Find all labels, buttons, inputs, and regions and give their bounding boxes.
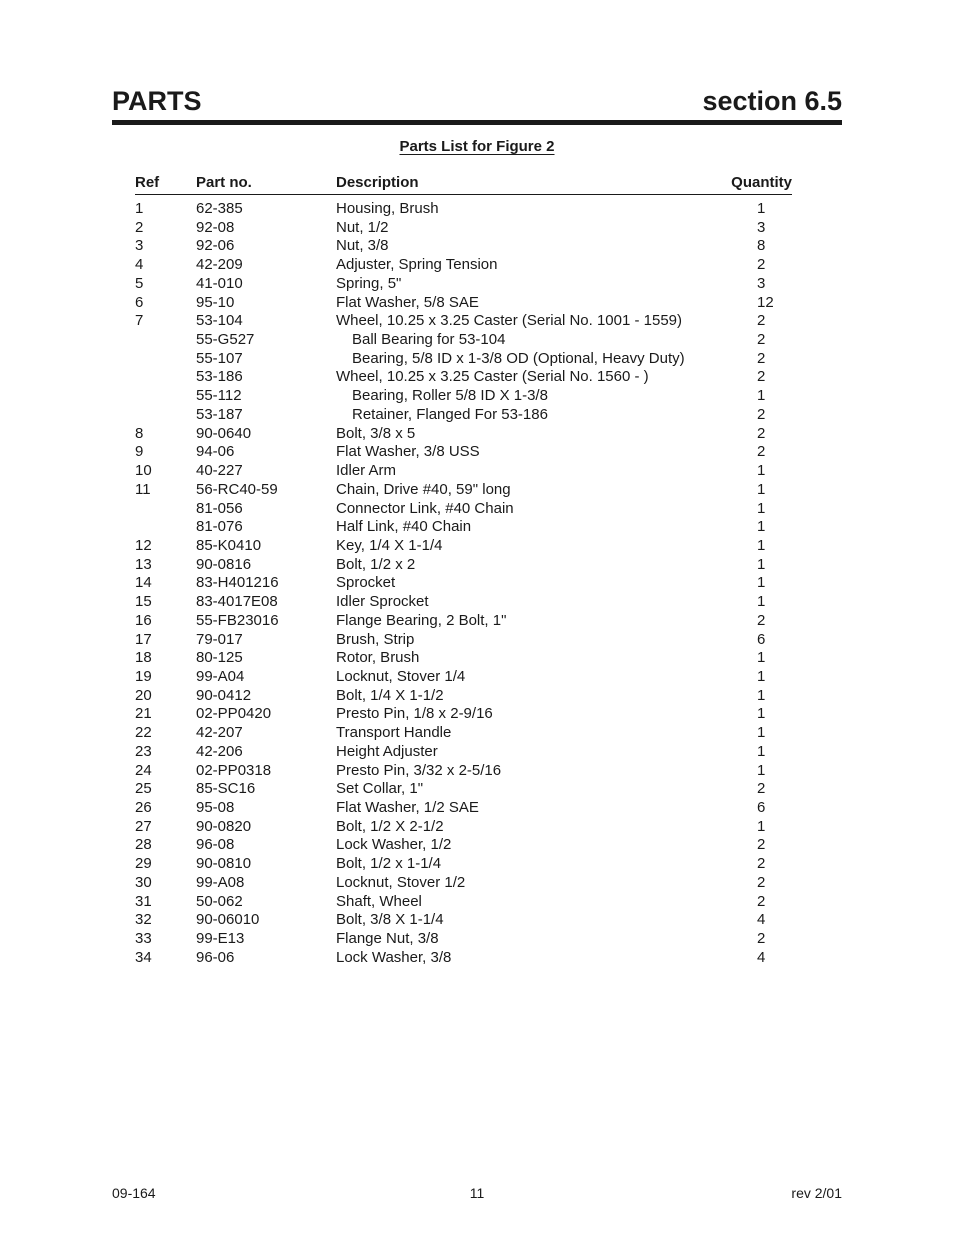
table-row — [135, 518, 792, 537]
table-row — [135, 855, 792, 874]
table-row — [135, 724, 792, 743]
description-cell: Flat Washer, 5/8 SAE — [336, 293, 479, 311]
part-number-cell: 83-4017E08 — [196, 593, 278, 611]
description-cell: Idler Sprocket — [336, 593, 429, 611]
part-number-cell: 96-08 — [196, 836, 235, 854]
part-number-cell: 81-056 — [196, 499, 243, 517]
table-row — [135, 593, 792, 612]
description-cell: Locknut, Stover 1/4 — [336, 667, 466, 685]
table-row — [135, 275, 792, 294]
description-cell: Bolt, 1/4 X 1-1/2 — [336, 686, 444, 704]
table-row — [135, 368, 792, 387]
description-cell: Housing, Brush — [336, 200, 439, 217]
table-row — [135, 556, 792, 575]
ref-cell: 31 — [135, 892, 152, 910]
ref-cell: 13 — [135, 555, 152, 573]
quantity-cell: 2 — [757, 855, 766, 873]
part-number-cell: 99-A04 — [196, 667, 245, 685]
ref-cell: 15 — [135, 593, 152, 611]
quantity-cell: 1 — [757, 817, 766, 835]
table-row — [135, 387, 792, 406]
description-cell: Rotor, Brush — [336, 649, 420, 667]
ref-cell: 19 — [135, 667, 152, 685]
table-row — [135, 443, 792, 462]
quantity-cell: 4 — [757, 911, 766, 929]
ref-cell: 24 — [135, 761, 152, 779]
ref-cell: 6 — [135, 293, 144, 311]
part-number-cell: 40-227 — [196, 462, 243, 480]
part-number-cell: 80-125 — [196, 649, 243, 667]
description-cell: Flat Washer, 3/8 USS — [336, 443, 480, 461]
description-cell: Bolt, 3/8 X 1-1/4 — [336, 911, 444, 929]
quantity-cell: 1 — [757, 462, 766, 480]
table-row — [135, 312, 792, 331]
document-number: 09-164 — [112, 1185, 156, 1201]
part-number-cell: 81-076 — [196, 518, 243, 536]
quantity-cell: 2 — [757, 256, 766, 274]
part-number-cell: 92-06 — [196, 237, 235, 255]
quantity-cell: 2 — [757, 331, 766, 349]
quantity-cell: 12 — [757, 293, 774, 311]
part-number-cell: 90-0816 — [196, 555, 252, 573]
ref-cell: 16 — [135, 611, 152, 629]
part-number-cell: 83-H401216 — [196, 574, 279, 592]
ref-cell: 26 — [135, 799, 152, 816]
description-cell: Retainer, Flanged For 53-186 — [352, 405, 548, 423]
part-number-cell: 55-112 — [196, 387, 242, 405]
part-number-cell: 02-PP0318 — [196, 761, 272, 779]
quantity-cell: 2 — [757, 349, 766, 367]
ref-cell: 1 — [135, 200, 144, 217]
part-number-cell: 99-E13 — [196, 930, 245, 948]
ref-cell: 12 — [135, 536, 152, 554]
ref-cell: 27 — [135, 817, 152, 835]
table-row — [135, 294, 792, 313]
part-number-cell: 42-207 — [196, 724, 243, 742]
revision: rev 2/01 — [791, 1185, 842, 1201]
description-cell: Lock Washer, 1/2 — [336, 836, 452, 854]
part-number-cell: 95-10 — [196, 293, 235, 311]
part-number-cell: 85-K0410 — [196, 536, 262, 554]
part-number-cell: 53-104 — [196, 312, 243, 330]
quantity-cell: 2 — [757, 930, 766, 948]
table-row — [135, 200, 792, 219]
table-row — [135, 893, 792, 912]
part-number-cell: 55-FB23016 — [196, 611, 279, 629]
ref-cell: 7 — [135, 312, 144, 330]
quantity-cell: 6 — [757, 799, 766, 816]
description-cell: Nut, 3/8 — [336, 237, 389, 255]
table-row — [135, 631, 792, 650]
quantity-cell: 2 — [757, 892, 766, 910]
table-row — [135, 219, 792, 238]
part-number-cell: 41-010 — [196, 274, 243, 292]
description-cell: Nut, 1/2 — [336, 218, 389, 236]
table-row — [135, 331, 792, 350]
header-rule — [112, 120, 842, 125]
ref-cell: 10 — [135, 462, 152, 480]
quantity-cell: 1 — [757, 499, 766, 517]
ref-cell: 25 — [135, 780, 152, 798]
table-row — [135, 874, 792, 893]
ref-cell: 18 — [135, 649, 152, 667]
quantity-cell: 2 — [757, 780, 766, 798]
part-number-cell: 90-06010 — [196, 911, 260, 929]
table-row — [135, 237, 792, 256]
quantity-cell: 3 — [757, 274, 766, 292]
table-row — [135, 406, 792, 425]
table-row — [135, 256, 792, 275]
part-number-cell: 96-06 — [196, 948, 235, 966]
description-cell: Chain, Drive #40, 59" long — [336, 480, 511, 498]
column-header-part: Part no. — [196, 174, 252, 191]
quantity-cell: 1 — [757, 649, 766, 667]
part-number-cell: 79-017 — [196, 630, 243, 648]
ref-cell: 8 — [135, 424, 144, 442]
quantity-cell: 2 — [757, 443, 766, 461]
table-row — [135, 780, 792, 799]
part-number-cell: 50-062 — [196, 892, 243, 910]
table-row — [135, 649, 792, 668]
ref-cell: 14 — [135, 574, 152, 592]
description-cell: Wheel, 10.25 x 3.25 Caster (Serial No. 1001 - 1559) — [336, 312, 683, 330]
description-cell: Bearing, Roller 5/8 ID X 1-3/8 — [352, 387, 548, 405]
quantity-cell: 1 — [757, 574, 766, 592]
column-header-quantity: Quantity — [731, 174, 792, 191]
quantity-cell: 1 — [757, 686, 766, 704]
table-header — [135, 174, 792, 195]
table-row — [135, 930, 792, 949]
description-cell: Connector Link, #40 Chain — [336, 499, 514, 517]
column-header-description: Description — [336, 174, 419, 191]
description-cell: Ball Bearing for 53-104 — [352, 331, 506, 349]
quantity-cell: 1 — [757, 724, 766, 742]
description-cell: Locknut, Stover 1/2 — [336, 873, 466, 891]
ref-cell: 32 — [135, 911, 152, 929]
ref-cell: 17 — [135, 630, 152, 648]
table-row — [135, 668, 792, 687]
ref-cell: 33 — [135, 930, 152, 948]
section-number: section 6.5 — [702, 86, 842, 116]
part-number-cell: 53-186 — [196, 368, 243, 386]
quantity-cell: 4 — [757, 948, 766, 966]
description-cell: Height Adjuster — [336, 742, 438, 760]
quantity-cell: 1 — [757, 555, 766, 573]
quantity-cell: 2 — [757, 611, 766, 629]
table-row — [135, 799, 792, 818]
part-number-cell: 90-0820 — [196, 817, 252, 835]
part-number-cell: 55-107 — [196, 349, 243, 367]
quantity-cell: 1 — [757, 480, 766, 498]
part-number-cell: 90-0810 — [196, 855, 252, 873]
description-cell: Key, 1/4 X 1-1/4 — [336, 536, 443, 554]
description-cell: Lock Washer, 3/8 — [336, 948, 452, 966]
part-number-cell: 55-G527 — [196, 331, 255, 349]
ref-cell: 34 — [135, 948, 152, 966]
ref-cell: 28 — [135, 836, 152, 854]
description-cell: Presto Pin, 3/32 x 2-5/16 — [336, 761, 502, 779]
table-row — [135, 500, 792, 519]
description-cell: Bolt, 1/2 x 1-1/4 — [336, 855, 442, 873]
quantity-cell: 1 — [757, 705, 766, 723]
part-number-cell: 42-206 — [196, 742, 243, 760]
quantity-cell: 1 — [757, 593, 766, 611]
part-number-cell: 95-08 — [196, 799, 235, 816]
parts-list-title — [0, 138, 954, 155]
quantity-cell: 1 — [757, 667, 766, 685]
description-cell: Presto Pin, 1/8 x 2-9/16 — [336, 705, 493, 723]
description-cell: Shaft, Wheel — [336, 892, 422, 910]
part-number-cell: 94-06 — [196, 443, 235, 461]
table-row — [135, 574, 792, 593]
table-row — [135, 818, 792, 837]
ref-cell: 9 — [135, 443, 144, 461]
quantity-cell: 1 — [757, 742, 766, 760]
quantity-cell: 3 — [757, 218, 766, 236]
table-row — [135, 743, 792, 762]
description-cell: Brush, Strip — [336, 630, 415, 648]
section-name: PARTS — [112, 86, 202, 116]
description-cell: Idler Arm — [336, 462, 397, 480]
table-row — [135, 612, 792, 631]
part-number-cell: 85-SC16 — [196, 780, 256, 798]
description-cell: Flange Bearing, 2 Bolt, 1" — [336, 611, 507, 629]
description-cell: Flat Washer, 1/2 SAE — [336, 799, 479, 816]
ref-cell: 5 — [135, 274, 144, 292]
ref-cell: 11 — [135, 480, 151, 498]
quantity-cell: 2 — [757, 873, 766, 891]
page-number: 11 — [469, 1185, 485, 1201]
table-row — [135, 425, 792, 444]
table-row — [135, 949, 792, 968]
table-row — [135, 762, 792, 781]
quantity-cell: 8 — [757, 237, 766, 255]
description-cell: Adjuster, Spring Tension — [336, 256, 498, 274]
table-row — [135, 350, 792, 369]
part-number-cell: 99-A08 — [196, 873, 245, 891]
table-row — [135, 537, 792, 556]
description-cell: Transport Handle — [336, 724, 452, 742]
description-cell: Half Link, #40 Chain — [336, 518, 472, 536]
column-header-ref: Ref — [135, 174, 160, 191]
table-row — [135, 705, 792, 724]
description-cell: Bearing, 5/8 ID x 1-3/8 OD (Optional, Heavy Duty) — [352, 349, 685, 367]
part-number-cell: 42-209 — [196, 256, 243, 274]
table-row — [135, 836, 792, 855]
quantity-cell: 2 — [757, 424, 766, 442]
ref-cell: 21 — [135, 705, 152, 723]
parts-list-title-text: Parts List for Figure 2 — [399, 138, 555, 155]
parts-table — [135, 200, 792, 967]
quantity-cell: 6 — [757, 630, 766, 648]
description-cell: Spring, 5" — [336, 274, 402, 292]
quantity-cell: 1 — [757, 536, 766, 554]
part-number-cell: 56-RC40-59 — [196, 480, 278, 498]
part-number-cell: 53-187 — [196, 405, 243, 423]
description-cell: Bolt, 3/8 x 5 — [336, 424, 416, 442]
quantity-cell: 2 — [757, 405, 766, 423]
table-row — [135, 462, 792, 481]
ref-cell: 23 — [135, 742, 152, 760]
quantity-cell: 1 — [757, 518, 766, 536]
part-number-cell: 90-0640 — [196, 424, 252, 442]
quantity-cell: 1 — [757, 387, 766, 405]
quantity-cell: 2 — [757, 312, 766, 330]
quantity-cell: 2 — [757, 836, 766, 854]
page-header — [112, 84, 842, 120]
description-cell: Wheel, 10.25 x 3.25 Caster (Serial No. 1560 - ) — [336, 368, 649, 386]
description-cell: Bolt, 1/2 X 2-1/2 — [336, 817, 444, 835]
quantity-cell: 2 — [757, 368, 766, 386]
ref-cell: 22 — [135, 724, 152, 742]
description-cell: Flange Nut, 3/8 — [336, 930, 439, 948]
quantity-cell: 1 — [757, 761, 766, 779]
table-row — [135, 911, 792, 930]
ref-cell: 4 — [135, 256, 144, 274]
part-number-cell: 62-385 — [196, 200, 243, 217]
quantity-cell: 1 — [757, 200, 766, 217]
ref-cell: 29 — [135, 855, 152, 873]
ref-cell: 20 — [135, 686, 152, 704]
ref-cell: 3 — [135, 237, 144, 255]
description-cell: Sprocket — [336, 574, 396, 592]
description-cell: Set Collar, 1" — [336, 780, 424, 798]
table-row — [135, 481, 792, 500]
table-row — [135, 687, 792, 706]
part-number-cell: 92-08 — [196, 218, 235, 236]
part-number-cell: 90-0412 — [196, 686, 252, 704]
description-cell: Bolt, 1/2 x 2 — [336, 555, 416, 573]
part-number-cell: 02-PP0420 — [196, 705, 272, 723]
ref-cell: 2 — [135, 218, 144, 236]
ref-cell: 30 — [135, 873, 152, 891]
